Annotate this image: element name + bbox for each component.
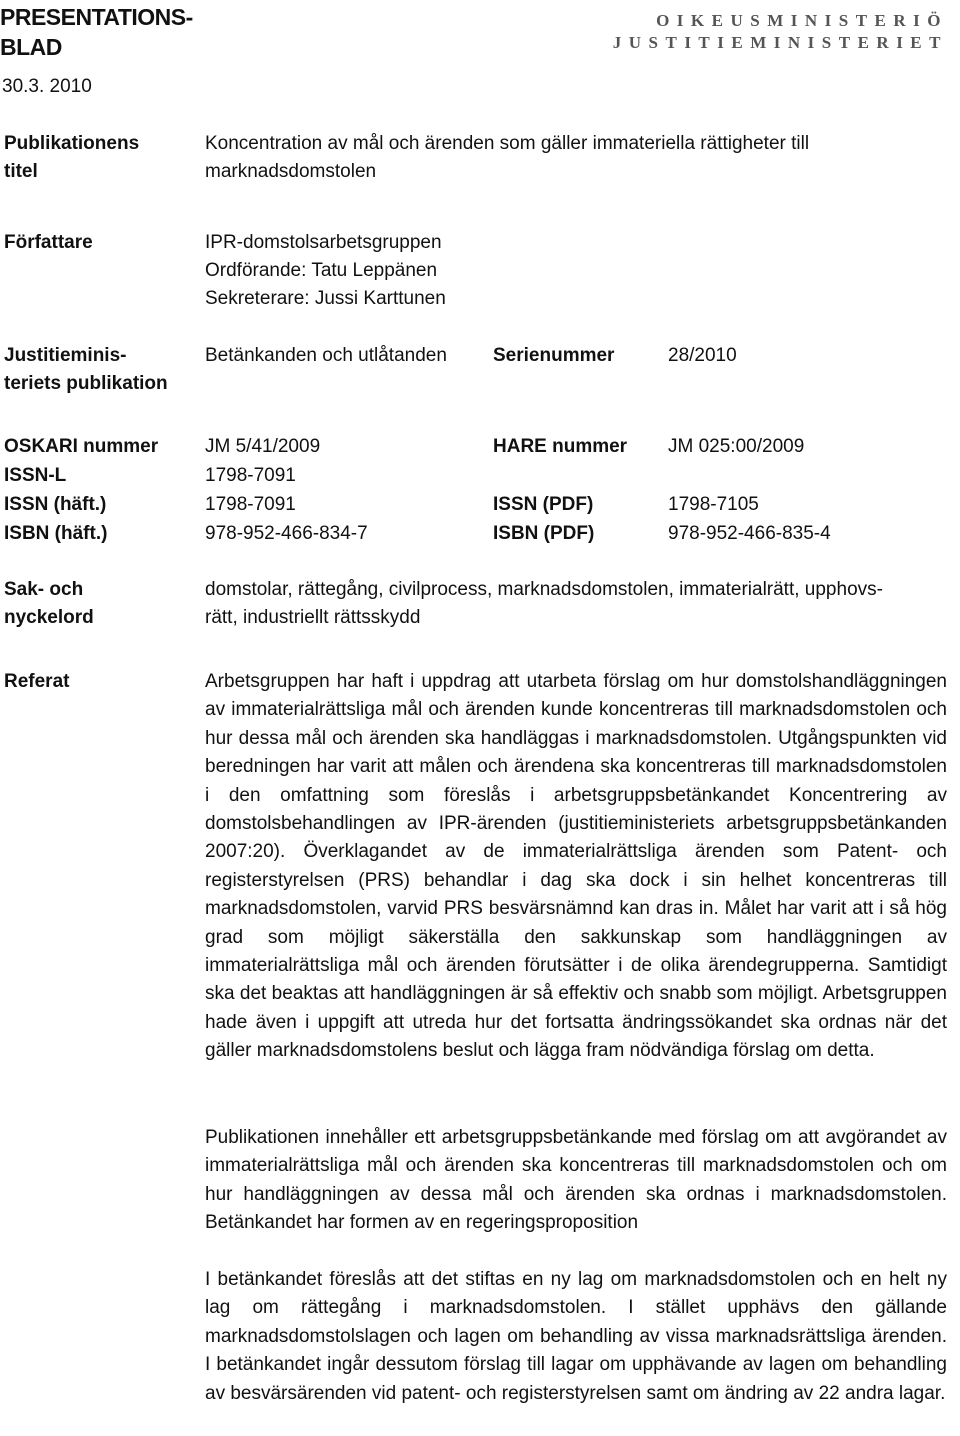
issnl-value: 1798-7091 [205, 465, 296, 486]
author-line1: IPR-domstolsarbetsgruppen [205, 232, 442, 253]
keywords-value [205, 576, 883, 632]
author-line2: Ordförande: Tatu Leppänen [205, 260, 438, 281]
hare-value: JM 025:00/2009 [668, 436, 805, 457]
publication-label-line1: Justitieminis- [4, 345, 127, 366]
document-title [0, 2, 193, 62]
title-label-line2: titel [4, 161, 38, 182]
keywords-label-line2: nyckelord [4, 607, 94, 628]
issn-value: 1798-7091 [205, 494, 296, 515]
keywords-label-line1: Sak- och [4, 579, 84, 600]
series-value: 28/2010 [668, 345, 737, 366]
isbn-label: ISBN (häft.) [4, 523, 108, 544]
isbn-pdf-value: 978-952-466-835-4 [668, 523, 831, 544]
hare-label: HARE nummer [493, 436, 628, 457]
title-label [4, 130, 139, 186]
issn-pdf-value: 1798-7105 [668, 494, 759, 515]
abstract-paragraph-2: Publikationen innehåller ett arbetsgruppsbetänkande med förslag om att avgörandet av immaterialrättsliga mål och ärenden ska koncentreras till marknadsdomstolen och om hur handläggningen av dessa mål och ärenden ska ordnas i marknadsdomstolen. Betänkandet har formen av en regeringsproposition [205, 1127, 947, 1234]
publication-label-line2: teriets publikation [4, 373, 168, 394]
isbn-pdf-label: ISBN (PDF) [493, 523, 595, 544]
title-value-line2: marknadsdomstolen [205, 161, 377, 182]
abstract-paragraph-3: I betänkandet föreslås att det stiftas en ny lag om marknadsdomstolen och en helt ny lag om rättegång i marknadsdomstolen. I stället upphävs den gällande marknadsdomstolslagen och lagen om behandling av vissa marknadsrättsliga ärenden. I betänkandet ingår dessutom förslag till lagar om upphävande av lagen om behandling av besvärsärenden vid patent- och registerstyrelsen samt om ändring av 22 andra lagar. [205, 1269, 947, 1404]
ministry-name-sv: JUSTITIEMINISTERIET [612, 33, 948, 52]
keywords-line1: domstolar, rättegång, civilprocess, marknadsdomstolen, immaterialrätt, upphovs- [205, 579, 883, 600]
publication-value: Betänkanden och utlåtanden [205, 345, 447, 366]
publication-label [4, 342, 168, 398]
ministry-name-fi: OIKEUSMINISTERIÖ [656, 11, 948, 30]
oskari-label: OSKARI nummer [4, 436, 159, 457]
document-title-line2: BLAD [0, 34, 62, 60]
issnl-label: ISSN-L [4, 465, 67, 486]
issn-label: ISSN (häft.) [4, 494, 107, 515]
series-label: Serienummer [493, 345, 615, 366]
issn-pdf-label: ISSN (PDF) [493, 494, 594, 515]
title-label-line1: Publikationens [4, 133, 140, 154]
ministry-logo [613, 10, 948, 54]
abstract-paragraph-1: Arbetsgruppen har haft i uppdrag att utarbeta förslag om hur domstolshandläggningen av immaterialrättsliga mål och ärenden kunde koncentreras till marknadsdomstolen och hur dessa mål och ärenden ska handläggas i marknadsdomstolen. Utgångspunkten vid beredningen har varit att målen och ärendena ska koncentreras till marknadsdomstolen i den omfattning som föreslås i arbetsgruppsbetänkandet Koncentrering av domstolsbehandlingen av IPR-ärenden (justitieministeriets arbetsgruppsbetänkanden 2007:20). Överklagandet av de immaterialrättsliga ärenden som Patent- och registerstyrelsen (PRS) behandlar i dag ska dock i sin helhet koncentreras till marknadsdomstolen, varvid PRS besvärsnämnd kan dras in. Målet har varit att i så hög grad som möjligt säkerställa den sakkunskap som handläggningen av immaterialrättsliga mål och ärenden förutsätter i de olika ärendegrupperna. Samtidigt ska det beaktas att handläggningen är så effektiv och snabb som möjligt. Arbetsgruppen hade även i uppgift att utreda hur det fortsatta ändringssökandet ska ordnas när det gäller marknadsdomstolens beslut och lägga fram nödvändiga förslag om detta. [205, 671, 947, 1062]
abstract-label: Referat [4, 671, 70, 692]
author-value [205, 229, 446, 313]
document-title-line1: PRESENTATIONS- [0, 4, 193, 30]
isbn-value: 978-952-466-834-7 [205, 523, 368, 544]
document-date: 30.3. 2010 [2, 76, 92, 97]
author-label: Författare [4, 232, 93, 253]
title-value [205, 130, 809, 186]
title-value-line1: Koncentration av mål och ärenden som gäller immateriella rättigheter till [205, 133, 810, 154]
keywords-line2: rätt, industriellt rättsskydd [205, 607, 421, 628]
oskari-value: JM 5/41/2009 [205, 436, 321, 457]
keywords-label [4, 576, 94, 632]
author-line3: Sekreterare: Jussi Karttunen [205, 288, 446, 309]
